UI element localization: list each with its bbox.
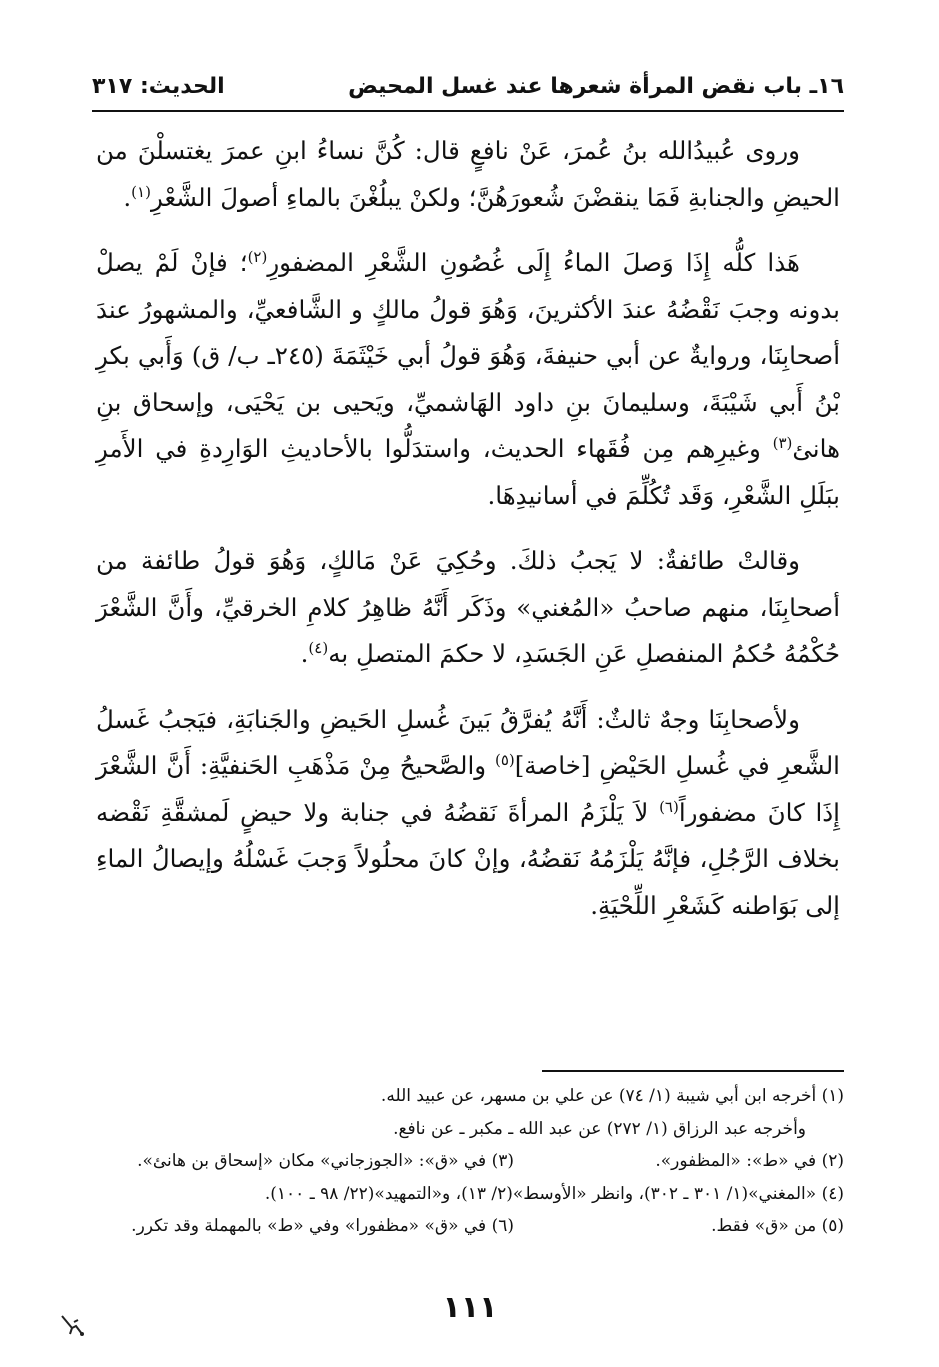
- footnote-marker[interactable]: (٢): [247, 247, 268, 266]
- header-rule: [92, 110, 844, 112]
- chapter-title: ١٦ـ باب نقض المرأة شعرها عند غسل المحيض: [348, 74, 844, 99]
- scan-mark-icon: [58, 1310, 88, 1340]
- paragraph-2: هَذا كلُّه إِذَا وَصلَ الماءُ إِلَى غُصُونِ الشَّعْرِ المضفورِ$^{(٢)}$؛ فإنْ لَمْ يصلْ بدونه وجبَ نَقْضُهُ عندَ الأكثرينَ، وَهُوَ قولُ مالكٍ و الشَّافعيِّ، والمشهورُ عندَ أصحابِنَا، وروايةٌ عن أبي حنيفةَ، وَهُوَ قولُ أبي خَيْثَمَةَ (٢٤٥ـ ب/ ق) وَأَبي بكرِ بْنُ أَبي شَيْبَةَ، وسليمانَ بنِ داود الهَاشميِّ، ويَحيى بن يَحْيَى، وإسحاق بنِ هانئ$^{(٣)}$ وغيرِهم مِن فُقَهاء الحديث، واستدَلُّوا بالأحاديثِ الوَارِدةِ في الأَمرِ ببَلَلِ الشَّعْرِ، وَقَد تُكُلِّمَ في أسانيدِهَا.: [96, 247, 840, 510]
- running-header: [92, 74, 844, 108]
- footnote-marker[interactable]: (٦): [659, 797, 679, 816]
- page-number: ١١١: [442, 1290, 498, 1325]
- footnote-marker[interactable]: (١): [131, 182, 151, 201]
- footnote-separator: [542, 1070, 844, 1072]
- footnotes: [108, 1080, 844, 1243]
- footnote-marker[interactable]: (٥): [494, 750, 515, 769]
- footnote-4: (٤) «المغني»(١/ ٣٠١ ـ ٣٠٢)، وانظر «الأوسط»(٢/ ١٣)، و«التمهيد»(٢٢/ ٩٨ ـ ١٠٠).: [264, 1183, 844, 1204]
- footnote-5: (٥) من «ق» فقط.: [711, 1216, 844, 1236]
- footnote-6: (٦) في «ق» «مظفورا» وفي «ط» بالمهملة وقد تكرر.: [131, 1216, 514, 1236]
- footnote-1: (١) أخرجه ابن أبي شيبة (١/ ٧٤) عن علي بن مسهر، عن عبيد الله.: [380, 1086, 844, 1106]
- hadith-reference: الحديث: ٣١٧: [92, 74, 225, 99]
- paragraph-4: ولأصحابِنَا وجهٌ ثالثٌ: أَنَّهُ يُفرَّقُ بَينَ غُسلِ الحَيضِ والجَنابَةِ، فيَجبُ غَسلُ الشَّعرِ في غُسلِ الحَيْضِ [خاصة]$^{(٥)}$ والصَّحيحُ مِنْ مَذْهَبِ الحَنفيَّةِ: أَنَّ الشَّعْرَ إِذَا كانَ مضفوراً$^{(٦)}$ لاَ يَلْزَمُ المرأةَ نَقضُهُ في جنابة ولا حيضٍ لَمشقَّةِ نَقْضه بخلاف الرَّجُلِ، فإنَّهُ يَلْزَمُهُ نَقضُهُ، وإنْ كانَ محلُولاً وَجبَ غَسْلُهُ وإيصالُ الماءِ إلى بَوَاطنه كَشَعْرِ اللِّحْيَةِ.: [96, 704, 840, 920]
- footnote-2: (٢) في «ط»: «المظفور».: [655, 1151, 844, 1171]
- footnote-marker[interactable]: (٤): [308, 638, 329, 657]
- paragraph-1: وروى عُبيدُالله بنُ عُمرَ، عَنْ نافعٍ قال: كُنَّ نساءُ ابنِ عمرَ يغتسلْنَ من الحيضِ والجنابةِ فَمَا ينقضْنَ شُعورَهُنَّ؛ ولكنْ يبلُغْنَ بالماءِ أصولَ الشَّعْرِ$^{(١)}$.: [96, 136, 840, 212]
- footnote-row: [108, 1210, 844, 1243]
- footnote-1-continued: وأخرجه عبد الرزاق (١/ ٢٧٢) عن عبد الله ـ مكبر ـ عن نافع.: [393, 1118, 806, 1139]
- paragraph-3: وقالتْ طائفةٌ: لا يَجبُ ذلكَ. وحُكِيَ عَنْ مَالكٍ، وَهُوَ قولُ طائفة من أصحابِنَا، منهم صاحبُ «المُغني» وذَكَر أَنَّهُ ظاهِرُ كلامِ الخرقيِّ، وأَنَّ الشَّعْرَ حُكْمُهُ حُكمُ المنفصلِ عَنِ الجَسَدِ، لا حكمَ المتصلِ به$^{(٤)}$.: [96, 546, 840, 668]
- footnote-marker[interactable]: (٣): [772, 433, 793, 452]
- footnote-3: (٣) في «ق»: «الجوزجاني» مكان «إسحاق بن هانئ».: [137, 1151, 514, 1171]
- main-text: [96, 128, 840, 948]
- footnote-row: [108, 1145, 844, 1178]
